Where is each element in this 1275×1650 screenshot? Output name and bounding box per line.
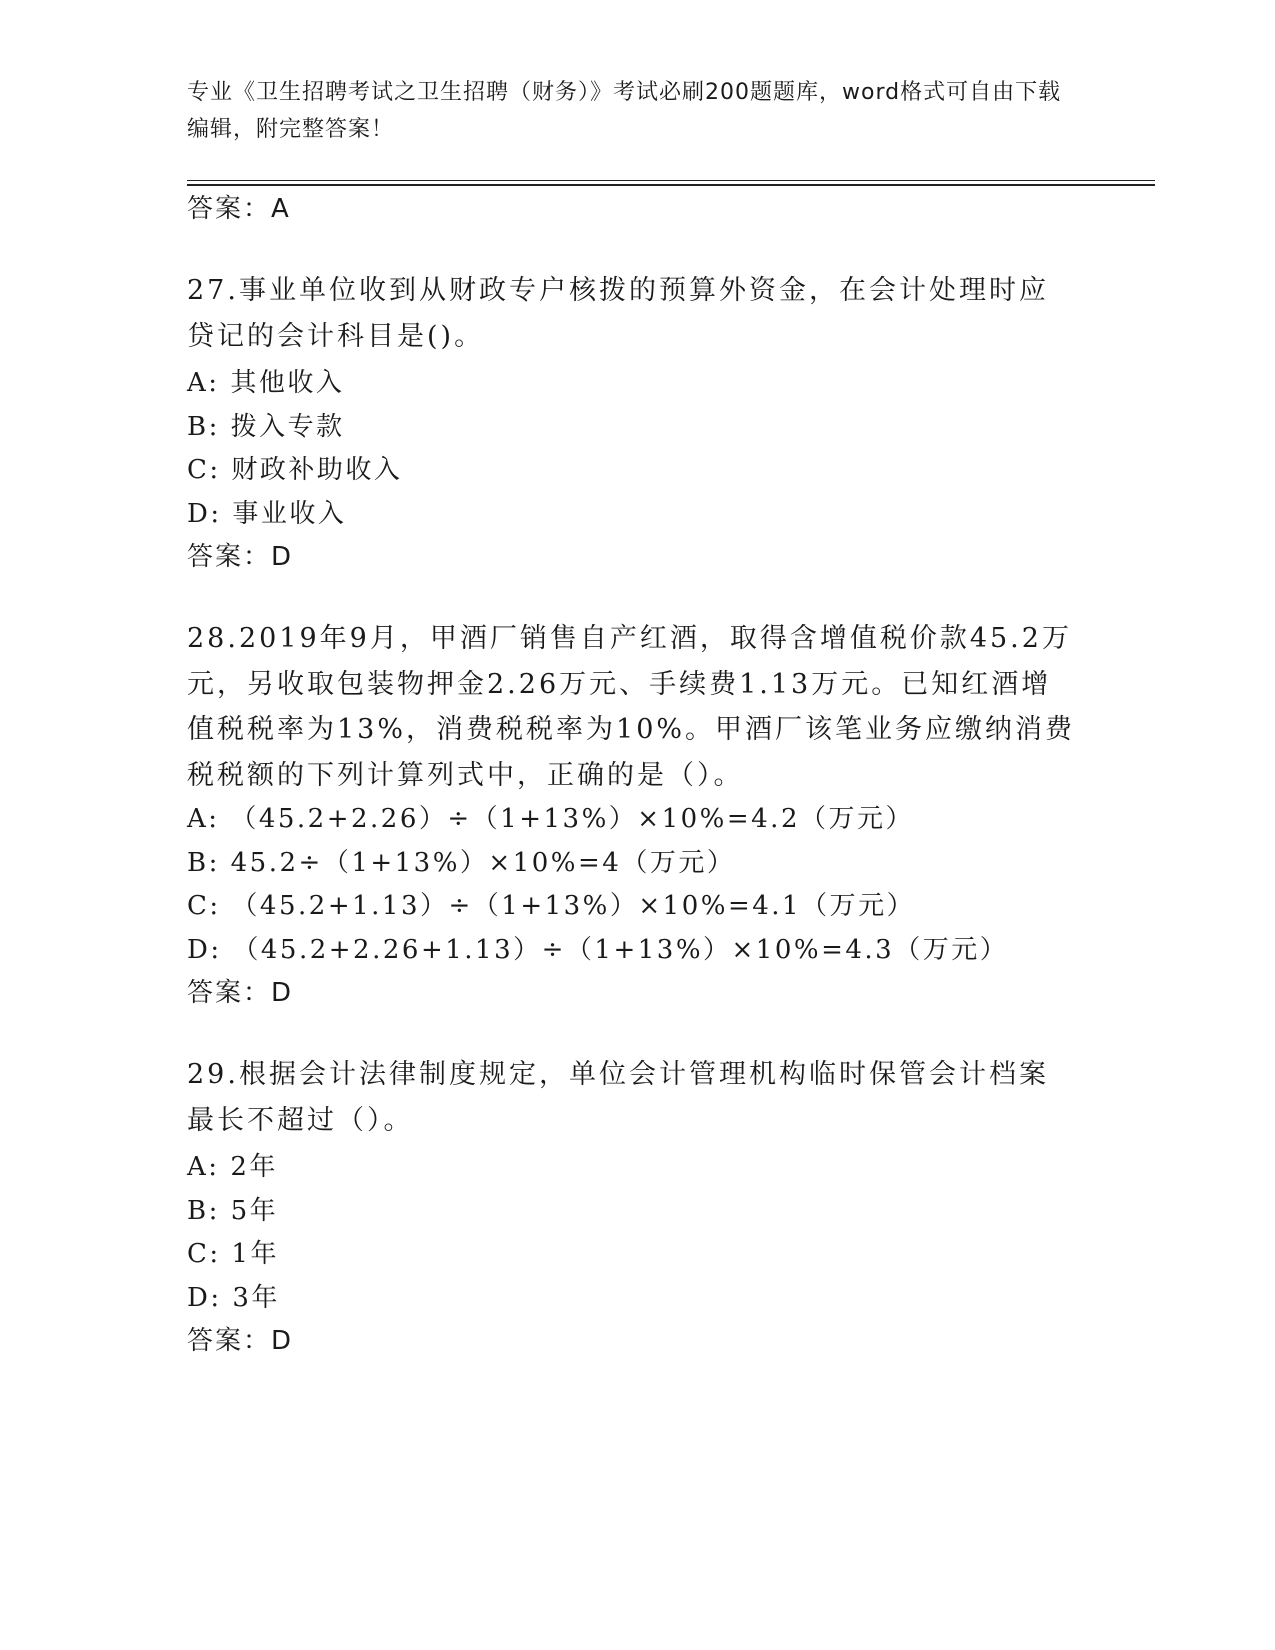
page-header: 专业《卫生招聘考试之卫生招聘（财务）》考试必刷200题题库，word格式可自由下载编辑，附完整答案！ — [187, 80, 1062, 142]
question-29-option-b — [187, 1190, 278, 1227]
option-letter: D: — [187, 1283, 222, 1313]
question-27-option-c — [187, 449, 402, 486]
question-27-option-a — [187, 362, 344, 399]
option-text: 5年 — [230, 1196, 279, 1226]
previous-answer: 答案：A — [187, 194, 291, 224]
option-letter: B: — [187, 412, 220, 442]
option-text: 3年 — [232, 1283, 280, 1313]
question-29-option-c — [187, 1233, 279, 1270]
question-29-option-d — [187, 1277, 280, 1314]
option-letter: A: — [187, 368, 220, 398]
question-28-option-a — [187, 798, 914, 835]
option-text: 其他收入 — [230, 368, 345, 398]
option-letter: A: — [187, 804, 220, 834]
question-29-answer: 答案：D — [187, 1326, 294, 1356]
option-letter: A: — [187, 1152, 220, 1182]
question-27-answer: 答案：D — [187, 542, 294, 572]
option-letter: B: — [187, 848, 220, 878]
option-letter: B: — [187, 1196, 220, 1226]
question-28-stem: 28.2019年9月，甲酒厂销售自产红酒，取得含增值税价款45.2万元，另收取包装物押金2.26万元、手续费1.13万元。已知红酒增值税税率为13%，消费税税率为10%。甲酒厂该笔业务应缴纳消费税税额的下列计算列式中，正确的是（）。 — [187, 623, 1076, 791]
option-text: （45.2+1.13）÷（1+13%）×10%=4.1（万元） — [231, 891, 916, 921]
option-text: （45.2+2.26）÷（1+13%）×10%=4.2（万元） — [230, 804, 914, 834]
question-28-answer: 答案：D — [187, 978, 294, 1008]
option-text: 2年 — [230, 1152, 278, 1182]
header-divider-thick — [187, 184, 1155, 186]
question-29-option-a — [187, 1146, 278, 1183]
question-27-option-d — [187, 493, 346, 530]
question-28-option-b — [187, 842, 735, 879]
question-28-option-d — [187, 929, 1008, 966]
question-27-stem: 27.事业单位收到从财政专户核拨的预算外资金，在会计处理时应贷记的会计科目是()。 — [187, 275, 1049, 352]
option-text: 拨入专款 — [230, 412, 345, 442]
question-28-option-c — [187, 885, 915, 922]
option-letter: D: — [187, 499, 222, 529]
option-text: 45.2÷（1+13%）×10%=4（万元） — [230, 848, 736, 878]
question-29-stem: 29.根据会计法律制度规定，单位会计管理机构临时保管会计档案最长不超过（）。 — [187, 1059, 1049, 1136]
option-letter: D: — [187, 935, 222, 965]
option-text: 财政补助收入 — [231, 455, 403, 485]
option-text: 事业收入 — [232, 499, 347, 529]
option-text: 1年 — [231, 1239, 279, 1269]
option-text: （45.2+2.26+1.13）÷（1+13%）×10%=4.3（万元） — [232, 935, 1009, 965]
question-27-option-b — [187, 406, 345, 443]
option-letter: C: — [187, 891, 221, 921]
option-letter: C: — [187, 455, 221, 485]
header-divider-thin — [187, 180, 1155, 181]
option-letter: C: — [187, 1239, 221, 1269]
